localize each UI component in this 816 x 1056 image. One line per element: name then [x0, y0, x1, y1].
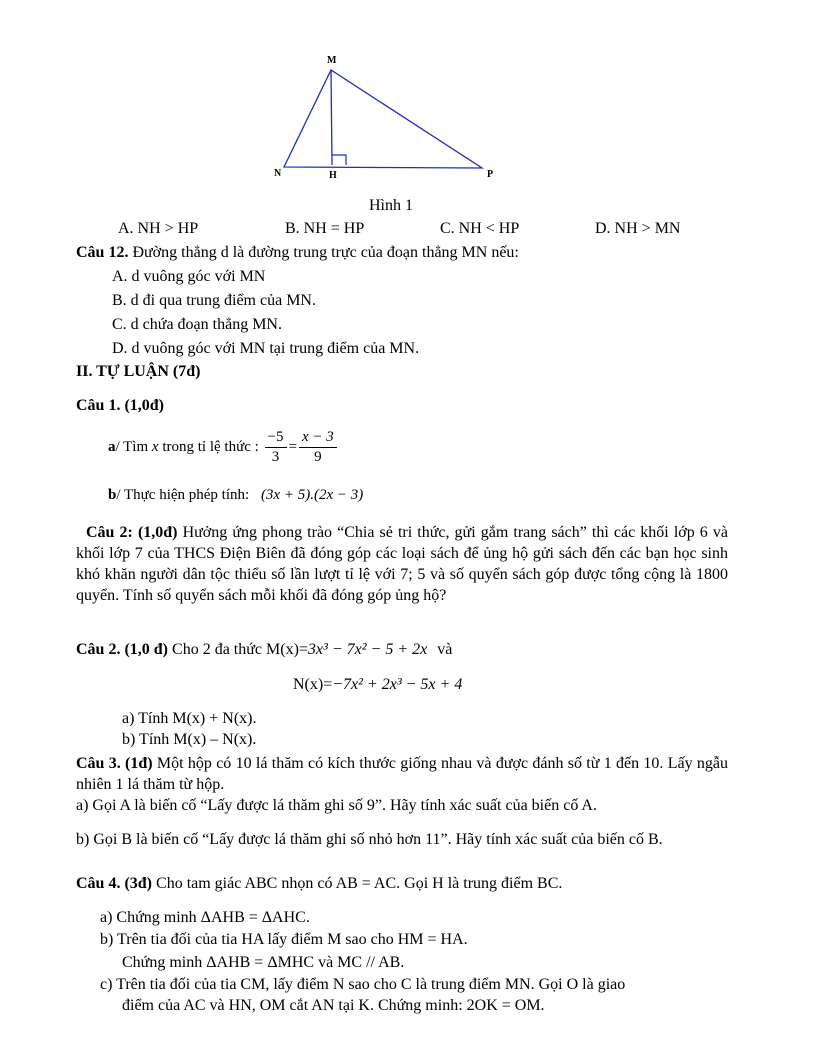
q12-option-d: D. d vuông góc với MN tại trung điểm của MN.	[112, 340, 420, 357]
cau1-b-text: / Thực hiện phép tính:	[116, 487, 250, 503]
figure-caption: Hình 1	[369, 197, 413, 214]
fraction-1-numerator: −5	[265, 428, 287, 448]
cau3-part-b: b) Gọi B là biến cố “Lấy được lá thăm ghi số nhỏ hơn 11”. Hãy tính xác suất của biến cố B.	[76, 831, 663, 848]
cau3-intro	[76, 753, 728, 795]
cau2-polynomial	[76, 641, 452, 659]
cau2-item-a: a) Tính M(x) + N(x).	[122, 710, 257, 727]
cau2-polynomial-text: Cho 2 đa thức M(x)=	[168, 641, 308, 658]
cau4-label: Câu 4. (3đ)	[76, 875, 153, 892]
triangle-mnp	[284, 70, 482, 168]
m-expression: 3x³ − 7x² − 5 + 2x	[307, 641, 428, 658]
altitude-mh	[331, 70, 332, 165]
q11-option-b: B. NH = HP	[285, 220, 365, 237]
cau4-part-b-line1: b) Trên tia đối của tia HA lấy điểm M sao cho HM = HA.	[100, 931, 468, 948]
q12-label: Câu 12.	[76, 244, 129, 261]
cau2-item-b: b) Tính M(x) – N(x).	[122, 731, 257, 748]
vertex-m-label: M	[327, 55, 337, 66]
equals-sign: =	[288, 438, 297, 455]
q12-option-c: C. d chứa đoạn thẳng MN.	[112, 316, 282, 333]
cau4-part-c-line2: điểm của AC và HN, OM cắt AN tại K. Chứng minh: 2OK = OM.	[122, 997, 545, 1014]
cau1-a-var: x	[151, 438, 159, 455]
fraction-2	[299, 428, 337, 467]
and-word: và	[437, 641, 453, 658]
fraction-1-denominator: 3	[271, 449, 280, 465]
cau1-a-text-2: trong tỉ lệ thức :	[158, 438, 263, 455]
n-expression: −7x² + 2x³ − 5x + 4	[332, 676, 463, 693]
cau4-text: Cho tam giác ABC nhọn có AB = AC. Gọi H là trung điểm BC.	[152, 875, 563, 892]
fraction-1	[265, 428, 287, 467]
fraction-2-denominator: 9	[314, 449, 322, 465]
cau1-b-label: b	[108, 487, 117, 503]
vertex-n-label: N	[274, 168, 282, 179]
cau3-label: Câu 3. (1đ)	[76, 755, 153, 772]
vertex-h-label: H	[329, 170, 337, 181]
cau1-title: Câu 1. (1,0đ)	[76, 397, 165, 414]
cau4-part-b-line2: Chứng minh ΔAHB = ΔMHC và MC // AB.	[122, 954, 405, 971]
cau4-part-a: a) Chứng minh ΔAHB = ΔAHC.	[100, 909, 310, 926]
n-label: N(x)=	[293, 676, 333, 693]
q12-option-b: B. d đi qua trung điểm của MN.	[112, 292, 316, 309]
cau1-a-text-1: / Tìm	[115, 438, 152, 455]
cau1-b	[108, 487, 363, 504]
q11-option-a: A. NH > HP	[118, 220, 199, 237]
vertex-p-label: P	[487, 169, 494, 180]
q11-option-d: D. NH > MN	[595, 220, 681, 237]
q11-option-c: C. NH < HP	[440, 220, 520, 237]
triangle-figure	[270, 50, 510, 190]
q12-text: Đường thẳng d là đường trung trực của đoạn thẳng MN nếu:	[128, 244, 519, 261]
cau2-polynomial-points: (1,0 đ)	[124, 641, 169, 658]
fraction-2-numerator: x − 3	[299, 428, 337, 448]
cau2-problem-label: Câu 2: (1,0đ)	[86, 524, 178, 541]
cau2-problem	[76, 522, 728, 606]
cau3-text: Một hộp có 10 lá thăm có kích thước giống nhau và được đánh số từ 1 đến 10. Lấy ngẫu nhiên 1 lá thăm từ hộp.	[76, 755, 729, 793]
cau1-a-label: a	[108, 438, 116, 455]
q12-option-a: A. d vuông góc với MN	[112, 268, 266, 285]
cau1-b-expression: (3x + 5).(2x − 3)	[260, 487, 364, 503]
cau2-problem-text: Hưởng ứng phong trào “Chia sẻ tri thức, gửi gắm trang sách” thì các khối lớp 6 và khối lớp 7 của THCS Điện Biên đã đóng góp các loại sách để ủng hộ gửi sách đến các bạn học sinh khó khăn người dân tộc thiểu số lần lượt tỉ lệ với 7; 5 và số quyển sách góp được tổng cộng là 1800 quyển. Tính số quyển sách mỗi khối đã đóng góp ủng hộ?	[76, 524, 728, 604]
cau4-intro	[76, 875, 562, 893]
cau1-a	[108, 428, 339, 467]
n-polynomial	[293, 676, 462, 694]
cau2-polynomial-label: Câu 2.	[76, 641, 121, 658]
q12-question	[76, 244, 519, 262]
cau3-part-a: a) Gọi A là biến cố “Lấy được lá thăm ghi số 9”. Hãy tính xác suất của biến cố A.	[76, 797, 597, 814]
right-angle-mark	[332, 155, 346, 165]
section-title: II. TỰ LUẬN (7đ)	[76, 363, 201, 380]
cau4-part-c-line1: c) Trên tia đối của tia CM, lấy điểm N sao cho C là trung điểm MN. Gọi O là giao	[100, 976, 626, 993]
